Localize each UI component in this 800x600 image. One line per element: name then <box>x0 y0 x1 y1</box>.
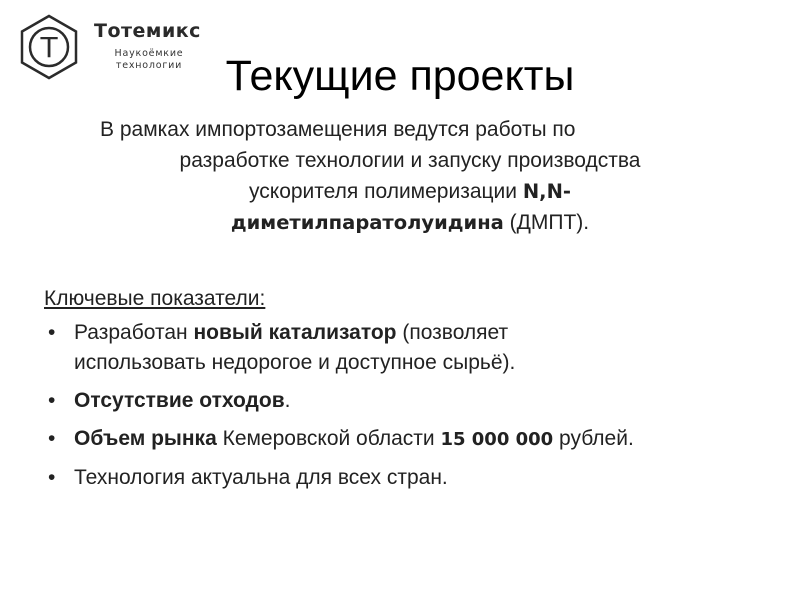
intro-compound-name: диметилпаратолуидина <box>230 211 504 234</box>
list-item-text: (позволяет <box>396 321 509 344</box>
key-indicators-heading: Ключевые показатели: <box>44 287 266 310</box>
bullet-icon: • <box>48 321 56 344</box>
intro-line-1: В рамках импортозамещения ведутся работы по <box>100 118 576 141</box>
bullet-icon: • <box>48 427 56 450</box>
list-item-bold: новый катализатор <box>193 321 397 344</box>
intro-line-4 <box>100 207 720 238</box>
list-item <box>44 463 784 493</box>
list-item-text: Разработан <box>74 321 194 344</box>
intro-compound-prefix: N,N- <box>522 180 571 203</box>
intro-line-4-text: (ДМПТ). <box>503 211 590 234</box>
list-item-bold: Объем рынка <box>74 427 217 450</box>
list-item-text: Технология актуальна для всех стран. <box>74 466 448 489</box>
intro-line-2: разработке технологии и запуску производства <box>179 149 641 172</box>
list-item <box>44 318 784 378</box>
list-item-text: рублей. <box>553 427 634 450</box>
bullet-icon: • <box>48 389 56 412</box>
key-indicators-list <box>44 318 784 501</box>
list-item-text: Кемеровской области <box>216 427 441 450</box>
slide-title: Текущие проекты <box>225 52 575 100</box>
bullet-icon: • <box>48 466 56 489</box>
intro-line-3 <box>100 176 720 207</box>
logo-tagline-line1: Наукоёмкие <box>114 48 184 59</box>
logo-tagline-line2: технологии <box>115 60 183 71</box>
list-item-text: . <box>284 389 291 412</box>
logo-glyph: Т <box>40 31 58 64</box>
market-volume-value: 15 000 000 <box>440 429 554 450</box>
list-item <box>44 424 784 455</box>
logo-company-name: Тотемикс <box>94 20 201 42</box>
list-item <box>44 386 784 416</box>
list-item-text: использовать недорогое и доступное сырьё). <box>74 351 516 374</box>
intro-paragraph <box>100 114 720 238</box>
intro-line-3-text: ускорителя полимеризации <box>249 180 523 203</box>
list-item-bold: Отсутствие отходов <box>74 389 285 412</box>
